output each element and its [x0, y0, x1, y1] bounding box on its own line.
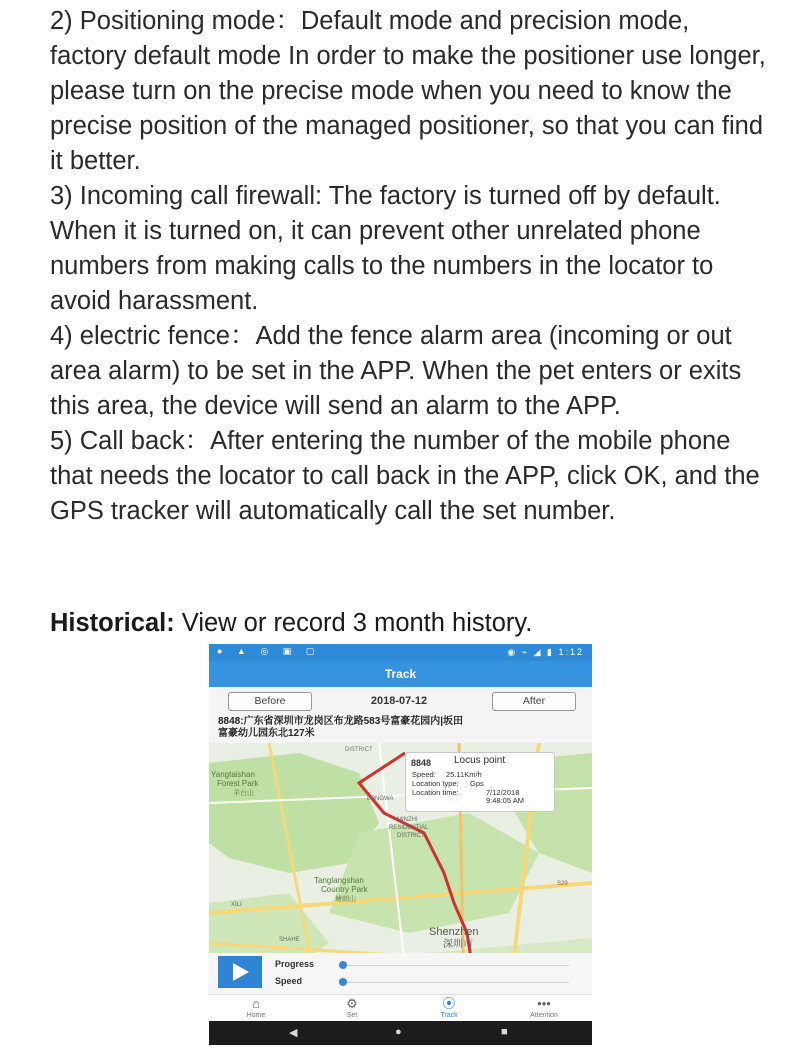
popup-time-time: 9:48:05 AM	[486, 796, 524, 805]
speed-slider-handle[interactable]	[339, 978, 347, 986]
document-body	[50, 4, 770, 529]
date-navigation	[209, 687, 592, 715]
progress-track	[344, 965, 569, 966]
location-pin-icon: ⦿	[442, 996, 456, 1011]
nav-back-icon[interactable]: ◀	[289, 1027, 298, 1039]
tab-attention[interactable]	[509, 995, 579, 1019]
paragraph-call-back: 5) Call back：After entering the number of the mobile phone that needs the locator to call back in the APP, click OK, and the GPS tracker will automatically call the set number.	[50, 427, 760, 525]
locus-point-popup	[405, 752, 555, 812]
map-label-longwa: LONGWA	[367, 796, 394, 802]
map-label-yangtaishan-cn: 羊台山	[233, 790, 254, 797]
popup-type-value: Gps	[470, 779, 484, 788]
popup-type-label: Location type:	[412, 779, 459, 788]
app-title: Track	[384, 667, 417, 681]
tab-attention-label: Attention	[530, 1012, 558, 1019]
gear-icon: ⚙	[346, 996, 358, 1011]
bottom-tab-bar	[209, 994, 592, 1022]
paragraph-positioning-mode: 2) Positioning mode：Default mode and precision mode, factory default mode In order to make the positioner use longer, please turn on the precise mode when you need to know the precise position of the managed positioner, so that you can find it better.	[50, 7, 766, 175]
app-screenshot	[209, 644, 592, 1045]
popup-speed-value: 25.11Km/h	[446, 770, 482, 779]
nav-recents-icon[interactable]: ■	[501, 1026, 508, 1038]
address-text	[218, 716, 583, 740]
historical-line	[50, 606, 770, 641]
popup-speed-label: Speed:	[412, 770, 436, 779]
map-label-tanglang-2: Country Park	[321, 885, 368, 894]
status-icons-right: ◉ ⌁ ◢ ▮ 1:12	[507, 647, 584, 657]
map-label-district-top: DISTRICT	[345, 747, 373, 753]
address-line-2: 富豪幼儿园东北127米	[218, 728, 315, 739]
map-label-road-s29: S29	[557, 881, 568, 887]
map-label-shenzhen-cn: 深圳市	[443, 939, 473, 950]
status-bar	[209, 644, 592, 661]
tab-set[interactable]	[317, 995, 387, 1019]
app-title-bar	[209, 661, 592, 687]
map-label-tanglang-1: Tanglangshan	[314, 876, 364, 885]
playback-controls	[209, 953, 592, 995]
selected-date: 2018-07-12	[370, 695, 428, 707]
play-button[interactable]	[218, 956, 262, 988]
map-label-yangtaishan-1: Yangtaishan	[211, 770, 255, 779]
android-nav-bar	[209, 1021, 592, 1045]
map-label-yangtaishan-2: Forest Park	[217, 779, 259, 788]
historical-label: Historical:	[50, 609, 175, 637]
popup-device-id: 8848	[411, 758, 432, 768]
map-label-tanglang-cn: 塘朗山	[335, 896, 356, 903]
before-button[interactable]: Before	[228, 692, 312, 711]
speed-label: Speed	[275, 976, 303, 986]
tab-track[interactable]	[414, 995, 484, 1019]
popup-time-label: Location time:	[412, 788, 459, 797]
map-label-xili: XILI	[231, 902, 242, 908]
play-icon	[233, 963, 249, 981]
map-label-district: DISTRICT	[397, 833, 425, 839]
paragraph-electric-fence: 4) electric fence：Add the fence alarm area (incoming or out area alarm) to be set in the APP. When the pet enters or exits this area, the device will send an alarm to the APP.	[50, 322, 742, 420]
after-button[interactable]: After	[492, 692, 576, 711]
map-label-minzhi: MINZHI	[397, 817, 418, 823]
popup-time-date: 7/12/2018	[486, 788, 520, 797]
map-label-residential: RESIDENTIAL	[389, 825, 429, 831]
status-time: 1:12	[558, 647, 584, 657]
popup-title: Locus point	[454, 755, 506, 766]
tab-set-label: Set	[346, 1012, 358, 1019]
map-label-shahe: SHAHE	[279, 937, 300, 943]
tab-home[interactable]	[221, 995, 291, 1019]
historical-text: View or record 3 month history.	[174, 609, 533, 637]
tab-home-label: Home	[246, 1012, 266, 1019]
address-line-1: 8848:广东省深圳市龙岗区布龙路583号富豪花园内|坂田	[218, 716, 464, 727]
speed-track	[344, 982, 569, 983]
nav-home-icon[interactable]: ●	[395, 1026, 402, 1038]
home-icon: ⌂	[252, 996, 260, 1011]
status-icons-left: ● ▲ ◎ ▣ ▢	[217, 646, 321, 656]
map-label-shenzhen: Shenzhen	[429, 926, 479, 938]
paragraph-call-firewall: 3) Incoming call firewall: The factory is turned off by default. When it is turned on, it can prevent other unrelated phone numbers from making calls to the numbers in the locator to avoid harassment.	[50, 182, 721, 315]
tab-track-label: Track	[440, 1012, 458, 1019]
progress-slider-handle[interactable]	[339, 961, 347, 969]
more-dots-icon: •••	[537, 996, 551, 1011]
progress-label: Progress	[275, 959, 315, 969]
